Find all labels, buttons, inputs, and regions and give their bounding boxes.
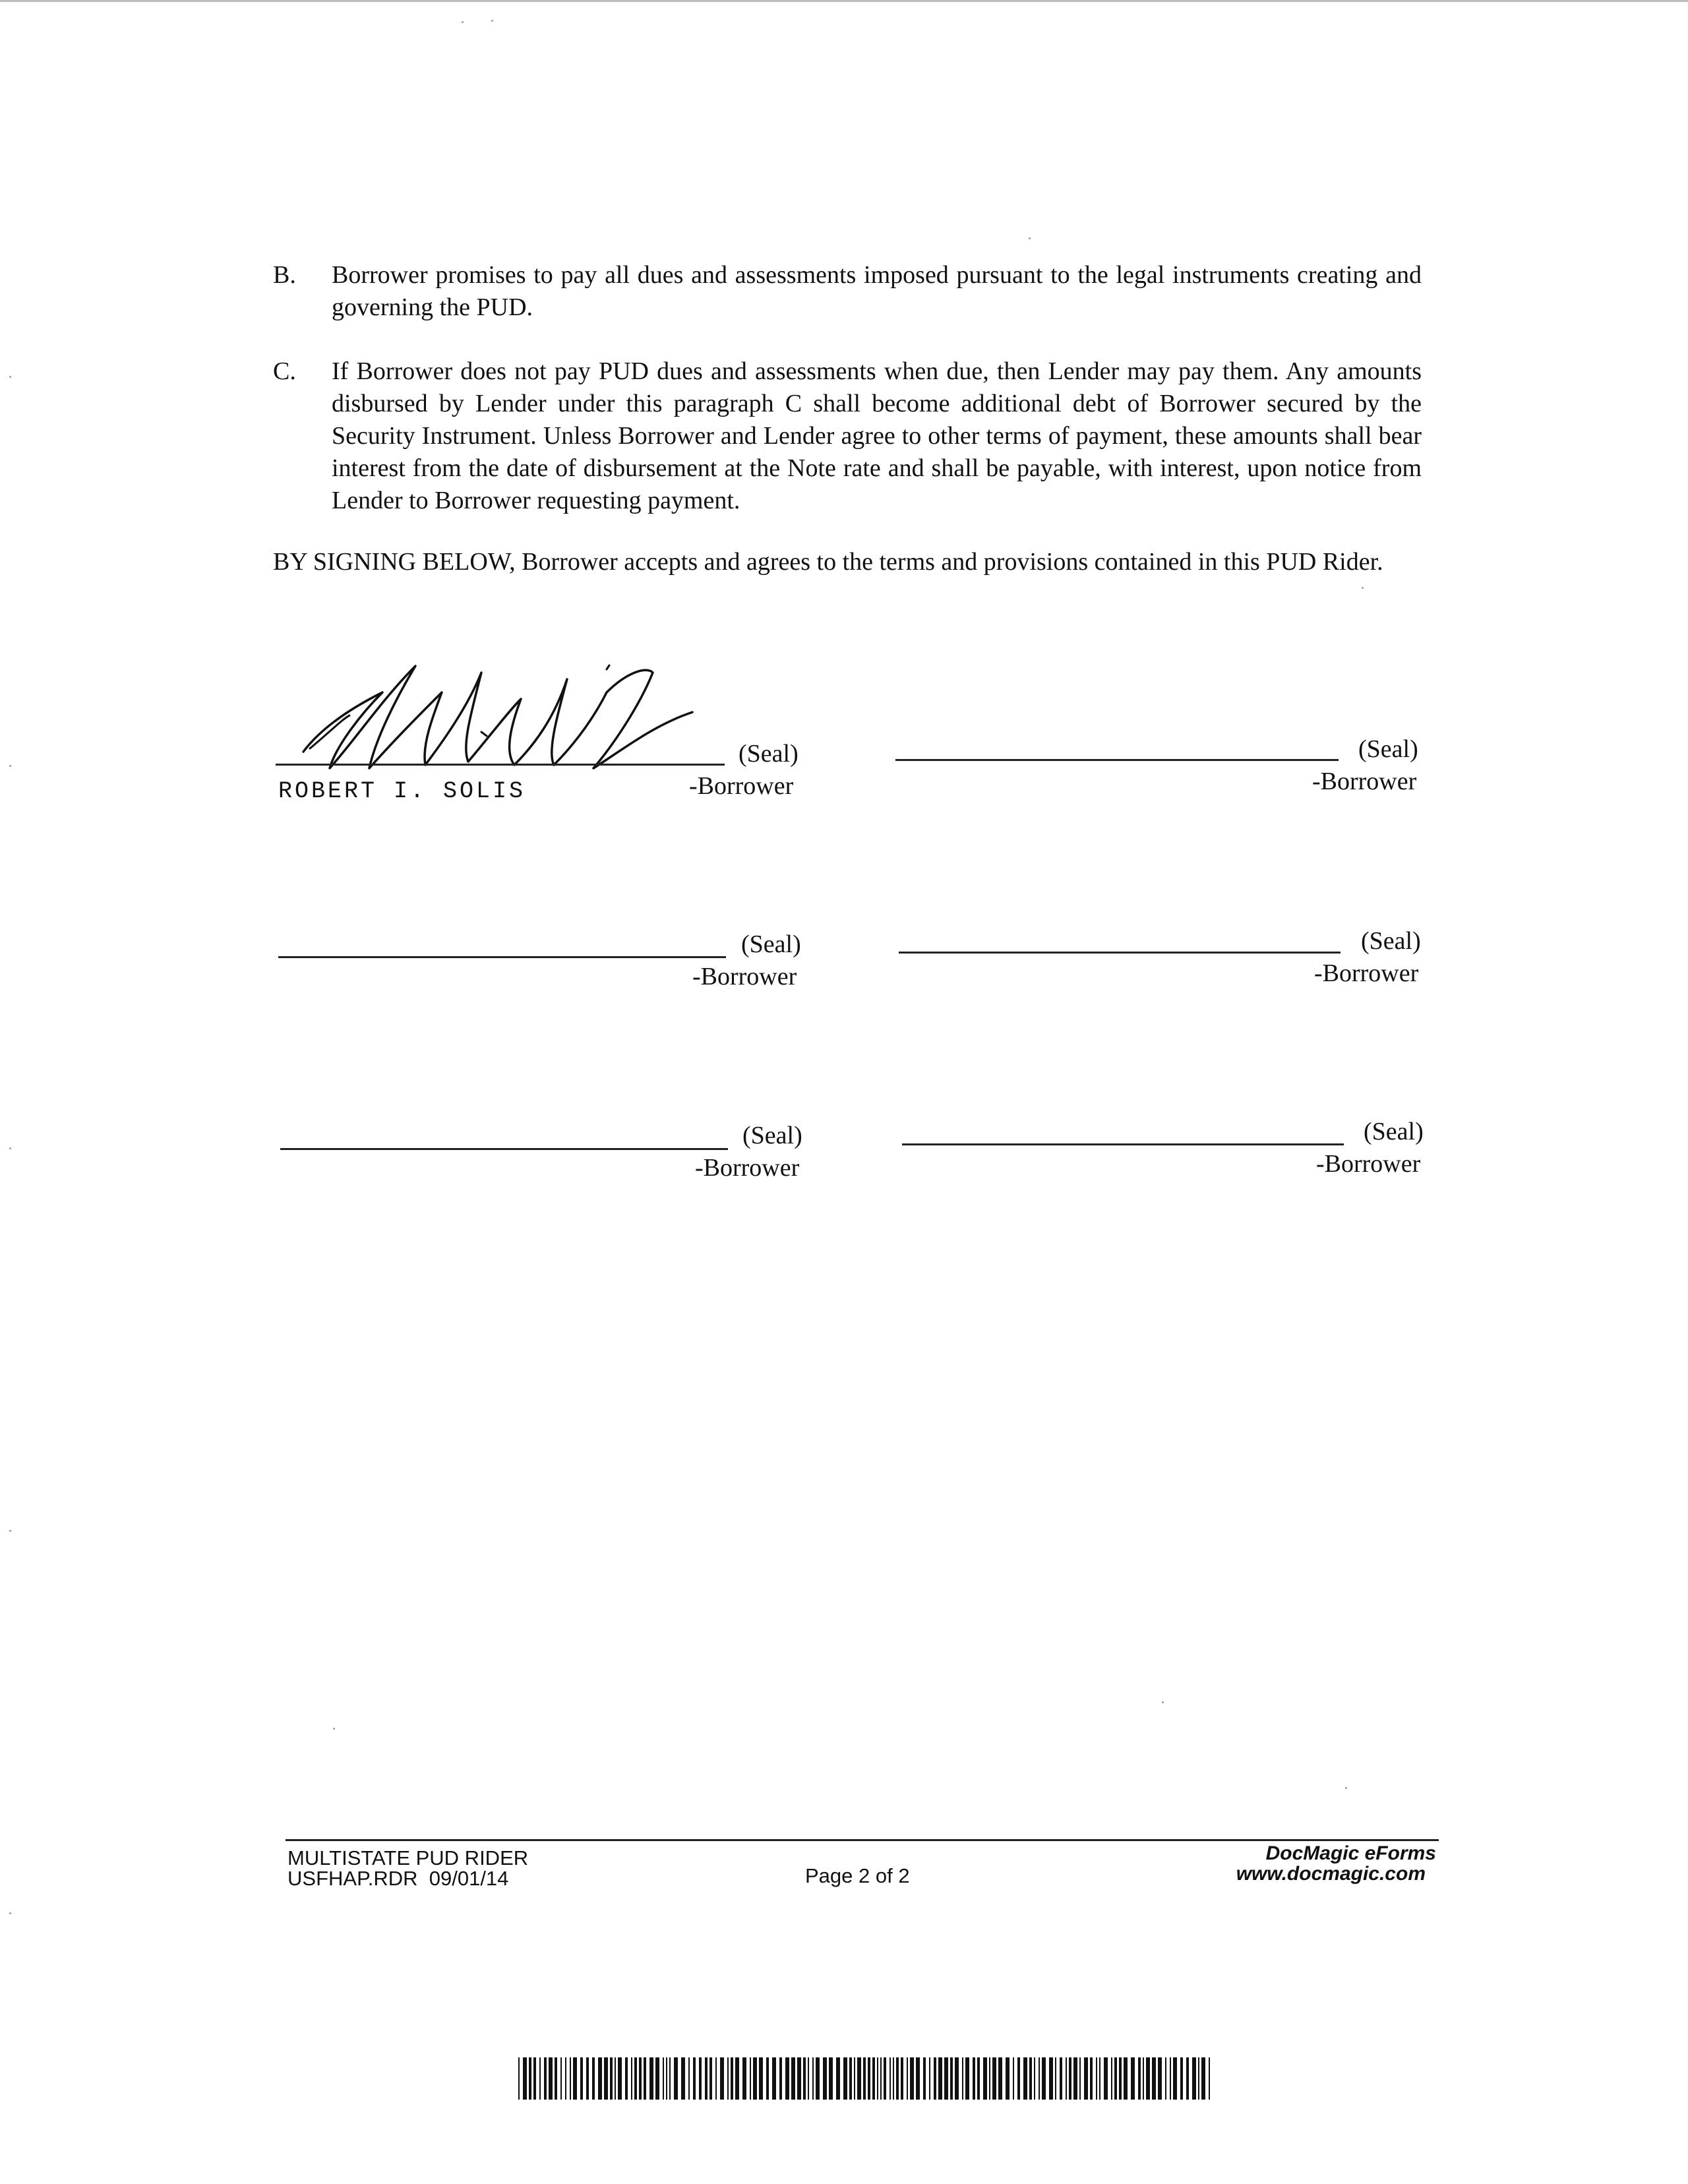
barcode-bar bbox=[929, 2057, 930, 2100]
barcode-bar bbox=[1119, 2057, 1122, 2100]
barcode-bar bbox=[1049, 2057, 1053, 2100]
barcode-bar bbox=[753, 2057, 757, 2100]
barcode-bar bbox=[720, 2057, 724, 2100]
scan-top-edge bbox=[0, 0, 1688, 2]
barcode-bar bbox=[910, 2057, 914, 2100]
barcode-bar bbox=[759, 2057, 763, 2100]
signature-line-1 bbox=[276, 764, 725, 766]
barcode-bar bbox=[973, 2057, 975, 2100]
barcode-bar bbox=[618, 2057, 622, 2100]
seal-label-4: (Seal) bbox=[1361, 927, 1421, 955]
barcode-bar bbox=[674, 2057, 678, 2100]
barcode-bar bbox=[977, 2057, 980, 2100]
barcode-bar bbox=[715, 2057, 717, 2100]
barcode-bar bbox=[592, 2057, 595, 2100]
scan-speck bbox=[9, 1912, 11, 1914]
barcode-bar bbox=[639, 2057, 642, 2100]
barcode-bar bbox=[523, 2057, 527, 2100]
barcode-bar bbox=[555, 2057, 557, 2100]
barcode-bar bbox=[649, 2057, 653, 2100]
barcode-bar bbox=[791, 2057, 795, 2100]
barcode-bar bbox=[836, 2057, 840, 2100]
scan-speck bbox=[333, 1728, 335, 1730]
barcode-bar bbox=[893, 2057, 894, 2100]
barcode-bar bbox=[742, 2057, 746, 2100]
paragraph-b-text: Borrower promises to pay all dues and assessments imposed pursuant to the legal instruments creating and governing the PUD. bbox=[332, 261, 1422, 321]
footer-rule bbox=[286, 1839, 1439, 1841]
barcode-bar bbox=[1186, 2057, 1189, 2100]
barcode-bar bbox=[1114, 2057, 1117, 2100]
barcode-bar bbox=[884, 2057, 886, 2100]
barcode-bar bbox=[766, 2057, 769, 2100]
barcode-bar bbox=[610, 2057, 613, 2100]
borrower-label-3: -Borrower bbox=[692, 963, 797, 990]
barcode-bar bbox=[797, 2057, 801, 2100]
barcode-bar bbox=[1006, 2057, 1010, 2100]
barcode-bar bbox=[849, 2057, 852, 2100]
barcode-bar bbox=[1023, 2057, 1027, 2100]
barcode-bar bbox=[573, 2057, 577, 2100]
barcode-bar bbox=[1111, 2057, 1112, 2100]
barcode-bar bbox=[634, 2057, 637, 2100]
borrower-label-2: -Borrower bbox=[1312, 768, 1417, 795]
barcode-bar bbox=[843, 2057, 847, 2100]
barcode-bar bbox=[631, 2057, 632, 2100]
scan-speck bbox=[9, 1147, 11, 1149]
barcode-bar bbox=[625, 2057, 628, 2100]
barcode-bar bbox=[1165, 2057, 1166, 2100]
barcode-bar bbox=[872, 2057, 875, 2100]
barcode-bar bbox=[934, 2057, 936, 2100]
barcode-bar bbox=[666, 2057, 667, 2100]
barcode-bar bbox=[983, 2057, 987, 2100]
barcode-bar bbox=[816, 2057, 820, 2100]
barcode bbox=[518, 2057, 1213, 2100]
barcode-bar bbox=[944, 2057, 948, 2100]
barcode-bar bbox=[1042, 2057, 1046, 2100]
barcode-bar bbox=[663, 2057, 664, 2100]
scan-speck bbox=[9, 1530, 11, 1532]
barcode-bar bbox=[1198, 2057, 1199, 2100]
barcode-bar bbox=[1124, 2057, 1128, 2100]
barcode-bar bbox=[518, 2057, 520, 2100]
barcode-bar bbox=[823, 2057, 827, 2100]
barcode-bar bbox=[779, 2057, 782, 2100]
seal-label-1: (Seal) bbox=[738, 740, 799, 768]
barcode-bar bbox=[1013, 2057, 1014, 2100]
signature-line-5 bbox=[280, 1148, 728, 1150]
barcode-bar bbox=[544, 2057, 547, 2100]
barcode-bar bbox=[857, 2057, 861, 2100]
barcode-bar bbox=[923, 2057, 926, 2100]
borrower-label-1: -Borrower bbox=[689, 772, 794, 800]
barcode-bar bbox=[965, 2057, 969, 2100]
barcode-bar bbox=[580, 2057, 583, 2100]
barcode-bar bbox=[1138, 2057, 1141, 2100]
footer-form-code: USFHAP.RDR 09/01/14 bbox=[287, 1867, 509, 1890]
footer-page-number: Page 2 of 2 bbox=[805, 1864, 910, 1887]
signature-line-6 bbox=[902, 1143, 1344, 1145]
barcode-bar bbox=[962, 2057, 963, 2100]
barcode-bar bbox=[1084, 2057, 1088, 2100]
barcode-bar bbox=[750, 2057, 751, 2100]
barcode-bar bbox=[808, 2057, 809, 2100]
barcode-bar bbox=[772, 2057, 776, 2100]
barcode-bar bbox=[1209, 2057, 1210, 2100]
barcode-bar bbox=[1060, 2057, 1062, 2100]
barcode-bar bbox=[705, 2057, 708, 2100]
signature-line-2 bbox=[895, 759, 1339, 761]
barcode-bar bbox=[699, 2057, 702, 2100]
barcode-bar bbox=[735, 2057, 739, 2100]
signature-line-4 bbox=[899, 952, 1341, 954]
barcode-bar bbox=[1073, 2057, 1077, 2100]
barcode-bar bbox=[533, 2057, 536, 2100]
barcode-bar bbox=[655, 2057, 659, 2100]
barcode-bar bbox=[896, 2057, 899, 2100]
barcode-bar bbox=[889, 2057, 891, 2100]
barcode-bar bbox=[989, 2057, 990, 2100]
barcode-bar bbox=[565, 2057, 566, 2100]
scan-speck bbox=[9, 765, 11, 767]
barcode-bar bbox=[1055, 2057, 1056, 2100]
barcode-bar bbox=[1143, 2057, 1144, 2100]
scan-speck bbox=[491, 20, 493, 22]
barcode-bar bbox=[868, 2057, 870, 2100]
barcode-bar bbox=[998, 2057, 1002, 2100]
barcode-bar bbox=[688, 2057, 690, 2100]
barcode-bar bbox=[1104, 2057, 1108, 2100]
barcode-bar bbox=[955, 2057, 959, 2100]
barcode-bar bbox=[1192, 2057, 1196, 2100]
barcode-bar bbox=[1180, 2057, 1183, 2100]
barcode-bar bbox=[916, 2057, 920, 2100]
footer-website: www.docmagic.com bbox=[1236, 1863, 1426, 1885]
barcode-bar bbox=[604, 2057, 608, 2100]
footer-form-title: MULTISTATE PUD RIDER bbox=[287, 1846, 529, 1869]
barcode-bar bbox=[803, 2057, 806, 2100]
signer-printed-name: ROBERT I. SOLIS bbox=[278, 778, 526, 804]
barcode-bar bbox=[1090, 2057, 1093, 2100]
barcode-bar bbox=[1069, 2057, 1071, 2100]
barcode-bar bbox=[1079, 2057, 1081, 2100]
barcode-bar bbox=[907, 2057, 908, 2100]
barcode-bar bbox=[1201, 2057, 1205, 2100]
barcode-bar bbox=[880, 2057, 882, 2100]
barcode-bar bbox=[615, 2057, 616, 2100]
barcode-bar bbox=[829, 2057, 833, 2100]
barcode-bar bbox=[1170, 2057, 1171, 2100]
paragraph-c-text: If Borrower does not pay PUD dues and assessments when due, then Lender may pay them. Any amounts disbursed by Lender under this paragraph C shall become additional debt of Borrower secured by the Security Instrument. Unless Borrower and Lender agree to other terms of payment, these amounts shall bear interest from the date of disbursement at the Note rate and shall be payable, with interest, upon notice from Lender to Borrower requesting payment. bbox=[332, 357, 1422, 514]
barcode-bar bbox=[950, 2057, 953, 2100]
scan-speck bbox=[462, 21, 464, 23]
barcode-bar bbox=[549, 2057, 553, 2100]
barcode-bar bbox=[812, 2057, 814, 2100]
barcode-bar bbox=[693, 2057, 696, 2100]
borrower-label-5: -Borrower bbox=[695, 1154, 800, 1182]
barcode-bar bbox=[1152, 2057, 1156, 2100]
barcode-bar bbox=[1039, 2057, 1040, 2100]
scan-speck bbox=[1162, 1701, 1164, 1703]
barcode-bar bbox=[1131, 2057, 1135, 2100]
paragraph-b-letter: B. bbox=[273, 261, 296, 289]
scan-speck bbox=[1345, 1787, 1347, 1789]
paragraph-c-letter: C. bbox=[273, 357, 296, 385]
barcode-bar bbox=[877, 2057, 878, 2100]
barcode-bar bbox=[1034, 2057, 1035, 2100]
barcode-bar bbox=[854, 2057, 855, 2100]
barcode-bar bbox=[1029, 2057, 1032, 2100]
barcode-bar bbox=[1017, 2057, 1020, 2100]
barcode-bar bbox=[709, 2057, 712, 2100]
barcode-bar bbox=[1158, 2057, 1162, 2100]
barcode-bar bbox=[1099, 2057, 1100, 2100]
barcode-bar bbox=[669, 2057, 671, 2100]
barcode-bar bbox=[570, 2057, 571, 2100]
barcode-bar bbox=[681, 2057, 685, 2100]
barcode-bar bbox=[529, 2057, 531, 2100]
borrower-label-6: -Borrower bbox=[1316, 1150, 1421, 1178]
barcode-bar bbox=[1173, 2057, 1177, 2100]
acknowledgement-text: BY SIGNING BELOW, Borrower accepts and agrees to the terms and provisions contained in this PUD Rider. bbox=[273, 548, 1383, 576]
barcode-bar bbox=[731, 2057, 733, 2100]
barcode-bar bbox=[785, 2057, 789, 2100]
scan-speck bbox=[1362, 587, 1364, 589]
seal-label-5: (Seal) bbox=[742, 1122, 802, 1149]
barcode-bar bbox=[901, 2057, 903, 2100]
barcode-bar bbox=[1096, 2057, 1097, 2100]
barcode-bar bbox=[586, 2057, 589, 2100]
barcode-bar bbox=[863, 2057, 866, 2100]
barcode-bar bbox=[1066, 2057, 1067, 2100]
barcode-bar bbox=[644, 2057, 646, 2100]
signature-line-3 bbox=[278, 956, 726, 958]
footer-brand: DocMagic eForms bbox=[1265, 1842, 1436, 1864]
barcode-bar bbox=[1146, 2057, 1150, 2100]
scan-speck bbox=[9, 376, 11, 378]
barcode-bar bbox=[992, 2057, 996, 2100]
seal-label-2: (Seal) bbox=[1358, 735, 1418, 763]
barcode-bar bbox=[727, 2057, 729, 2100]
barcode-bar bbox=[560, 2057, 562, 2100]
borrower-label-4: -Borrower bbox=[1314, 959, 1419, 987]
barcode-bar bbox=[598, 2057, 602, 2100]
barcode-bar bbox=[938, 2057, 942, 2100]
barcode-bar bbox=[539, 2057, 541, 2100]
seal-label-3: (Seal) bbox=[741, 930, 801, 958]
seal-label-6: (Seal) bbox=[1364, 1118, 1424, 1145]
scan-speck bbox=[1029, 237, 1031, 239]
